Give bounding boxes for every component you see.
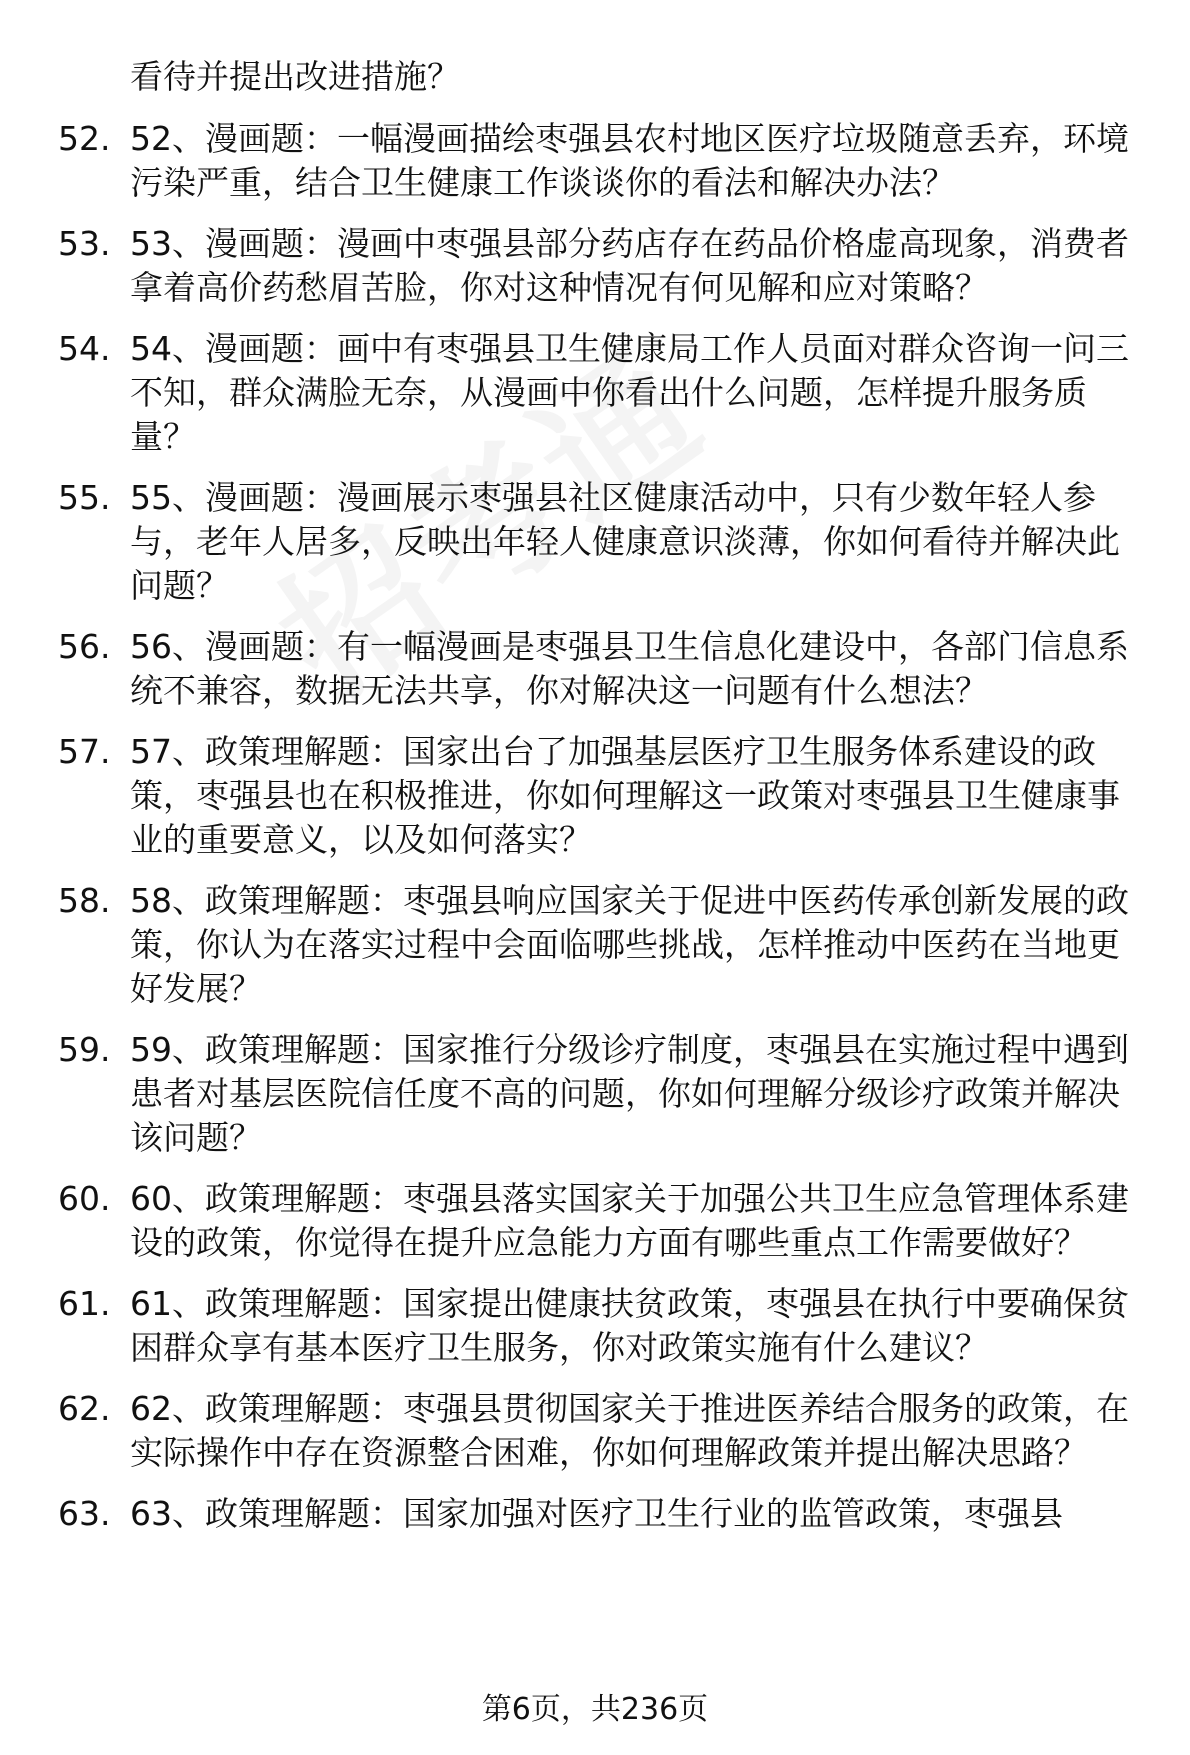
question-item: [0, 222, 1190, 310]
question-number: 57.: [58, 732, 111, 771]
question-item: [0, 117, 1190, 205]
question-number: 52.: [58, 119, 111, 158]
question-list: [0, 117, 1190, 1553]
question-number: 61.: [58, 1284, 111, 1323]
question-text: 52、漫画题：一幅漫画描绘枣强县农村地区医疗垃圾随意丢弃，环境污染严重，结合卫生健康工作谈谈你的看法和解决办法？: [130, 119, 1129, 202]
question-item: [0, 730, 1190, 862]
question-text: 60、政策理解题：枣强县落实国家关于加强公共卫生应急管理体系建设的政策，你觉得在提升应急能力方面有哪些重点工作需要做好？: [130, 1179, 1129, 1262]
question-item: [0, 1387, 1190, 1475]
question-number: 62.: [58, 1389, 111, 1428]
question-number: 53.: [58, 224, 111, 263]
question-item: [0, 1492, 1190, 1536]
question-number: 55.: [58, 478, 111, 517]
question-text: 59、政策理解题：国家推行分级诊疗制度，枣强县在实施过程中遇到患者对基层医院信任度不高的问题，你如何理解分级诊疗政策并解决该问题？: [130, 1030, 1129, 1157]
question-item: [0, 1028, 1190, 1160]
question-text: 62、政策理解题：枣强县贯彻国家关于推进医养结合服务的政策，在实际操作中存在资源整合困难，你如何理解政策并提出解决思路？: [130, 1389, 1129, 1472]
question-text: 58、政策理解题：枣强县响应国家关于促进中医药传承创新发展的政策，你认为在落实过程中会面临哪些挑战，怎样推动中医药在当地更好发展？: [130, 881, 1129, 1008]
question-item: [0, 1177, 1190, 1265]
question-text: 54、漫画题：画中有枣强县卫生健康局工作人员面对群众咨询一问三不知，群众满脸无奈，从漫画中你看出什么问题，怎样提升服务质量？: [130, 329, 1129, 456]
question-item: [0, 625, 1190, 713]
question-text: 56、漫画题：有一幅漫画是枣强县卫生信息化建设中，各部门信息系统不兼容，数据无法共享，你对解决这一问题有什么想法？: [130, 627, 1129, 710]
question-text: 53、漫画题：漫画中枣强县部分药店存在药品价格虚高现象，消费者拿着高价药愁眉苦脸，你对这种情况有何见解和应对策略？: [130, 224, 1129, 307]
question-number: 60.: [58, 1179, 111, 1218]
question-number: 56.: [58, 627, 111, 666]
question-text: 61、政策理解题：国家提出健康扶贫政策，枣强县在执行中要确保贫困群众享有基本医疗卫生服务，你对政策实施有什么建议？: [130, 1284, 1129, 1367]
question-item: [0, 327, 1190, 459]
question-item: [0, 476, 1190, 608]
question-item: [0, 1282, 1190, 1370]
question-text: 55、漫画题：漫画展示枣强县社区健康活动中，只有少数年轻人参与，老年人居多，反映出年轻人健康意识淡薄，你如何看待并解决此问题？: [130, 478, 1120, 605]
question-number: 59.: [58, 1030, 111, 1069]
question-number: 58.: [58, 881, 111, 920]
question-text: 63、政策理解题：国家加强对医疗卫生行业的监管政策，枣强县: [130, 1494, 1063, 1533]
question-number: 54.: [58, 329, 111, 368]
question-text: 57、政策理解题：国家出台了加强基层医疗卫生服务体系建设的政策，枣强县也在积极推进，你如何理解这一政策对枣强县卫生健康事业的重要意义，以及如何落实？: [130, 732, 1120, 859]
page-footer: 第6页，共236页: [481, 1692, 709, 1727]
question-item: [0, 879, 1190, 1011]
continuation-text: 看待并提出改进措施？: [130, 57, 460, 96]
question-number: 63.: [58, 1494, 111, 1533]
